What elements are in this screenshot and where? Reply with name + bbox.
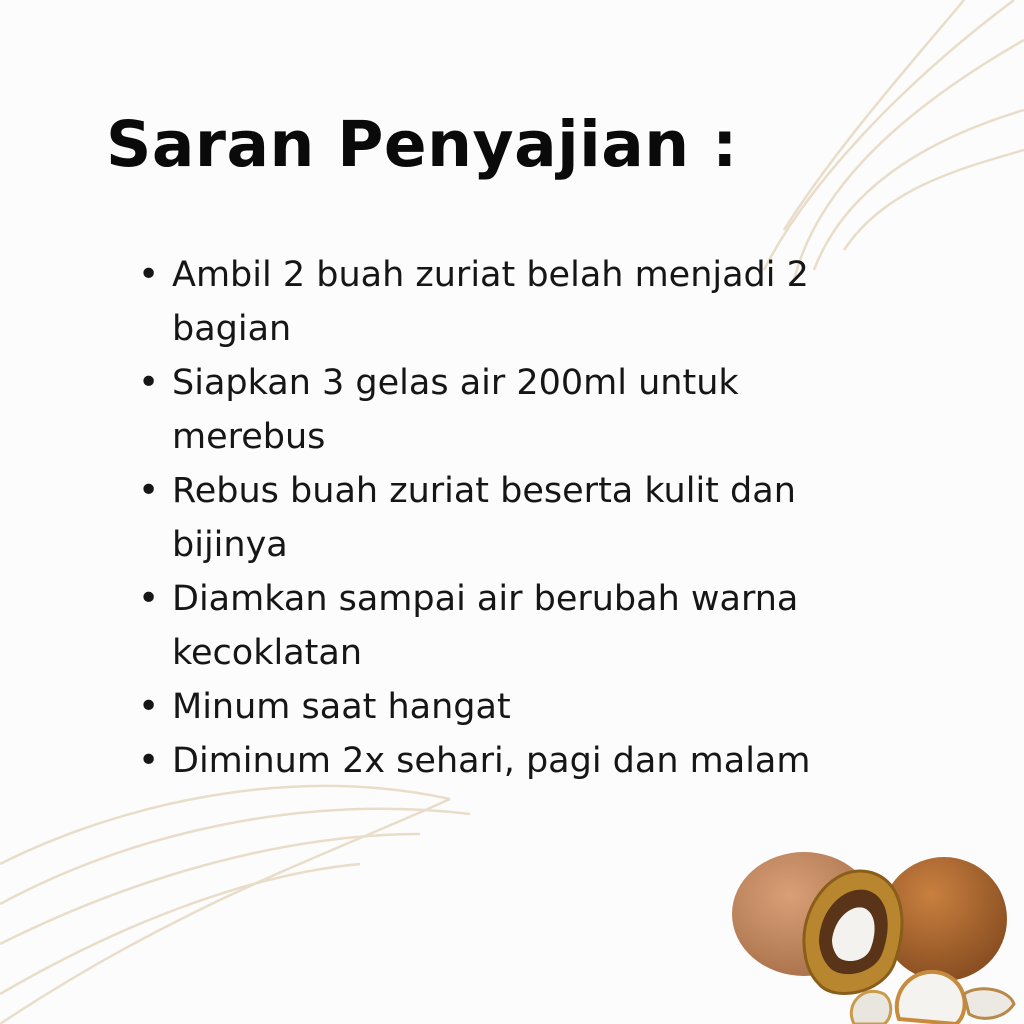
step-text: Rebus buah zuriat beserta kulit dan bijinya <box>172 471 796 565</box>
bullet-icon: • <box>138 578 160 619</box>
list-item <box>136 572 856 680</box>
leaf-line-decoration-top-right <box>724 0 1024 280</box>
step-text: Ambil 2 buah zuriat belah menjadi 2 bagian <box>172 255 809 349</box>
bullet-icon: • <box>138 470 160 511</box>
step-text: Diminum 2x sehari, pagi dan malam <box>172 741 811 781</box>
list-item <box>136 248 856 356</box>
list-item <box>136 356 856 464</box>
step-text: Minum saat hangat <box>172 687 511 727</box>
bullet-icon: • <box>138 686 160 727</box>
list-item <box>136 734 856 788</box>
step-text: Diamkan sampai air berubah warna kecoklatan <box>172 579 799 673</box>
list-item <box>136 464 856 572</box>
page-title: Saran Penyajian : <box>106 108 738 181</box>
bullet-icon: • <box>138 254 160 295</box>
serving-steps-list <box>136 248 856 788</box>
bullet-icon: • <box>138 740 160 781</box>
list-item <box>136 680 856 734</box>
zuriat-fruit-image <box>724 824 1024 1024</box>
bullet-icon: • <box>138 362 160 403</box>
step-text: Siapkan 3 gelas air 200ml untuk merebus <box>172 363 739 457</box>
